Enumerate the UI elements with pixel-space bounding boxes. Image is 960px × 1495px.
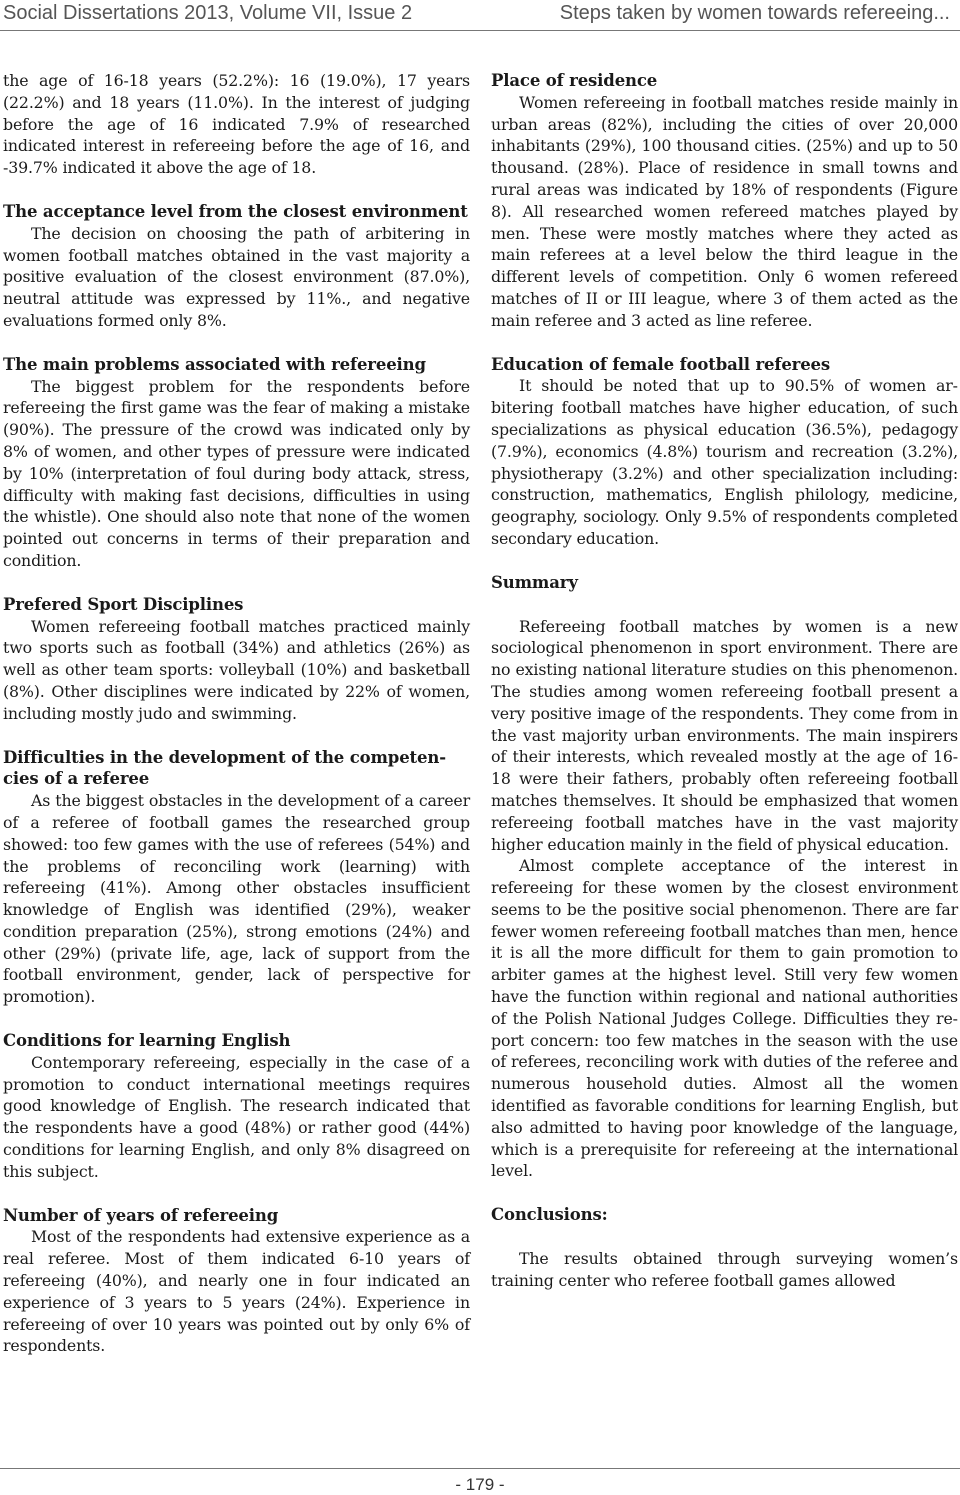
section-paragraph: As the biggest obstacles in the development of a career of a referee of football games the researched group showed: too few games with the use of referees (54%) and the problems of reconciling work (learning) with refereeing (41%). Among other obstacles insufficient knowledge of English was identified (29%), weaker condition preparation (25%), strong emotions (24%) and other (29%) (private life, age, lack of support from the football environment, gender, lack of perspective for promotion). <box>3 791 470 1007</box>
running-footer <box>0 1468 960 1494</box>
section-heading-education: Education of female football referees <box>491 354 831 374</box>
journal-title: Social Dissertations 2013, Volume VII, Issue 2 <box>3 2 413 24</box>
section-heading-summary: Summary <box>491 572 578 592</box>
running-title: Steps taken by women towards refereeing... <box>559 2 950 24</box>
section-paragraph: The results obtained through surveying women’s training center who referee football games allowed <box>491 1249 958 1290</box>
section-heading-problems: The main problems associated with refereeing <box>3 354 426 374</box>
section-paragraph: The biggest problem for the respondents before refereeing the first game was the fear of making a mistake (90%). The pressure of the crowd was indicated only by 8% of women, and other types of pressure were indicated by 10% (interpretation of foul during body attack, stress, difficulty with making fast decisions, difficulties in using the whistle). One should also note that none of the women pointed out concerns in terms of their preparation and condition. <box>3 376 470 570</box>
section-heading-english: Conditions for learning English <box>3 1031 291 1051</box>
section-heading-residence: Place of residence <box>491 71 658 90</box>
section-heading-difficulties: Difficulties in the development of the competencies of a referee <box>3 747 447 789</box>
section-paragraph: It should be noted that up to 90.5% of women arbitering football matches have higher education, of such specializations as physical education (36.5%), pedagogy (7.9%), economics (4.8%) tourism and recreation (3.2%), physiotherapy (3.2%) and other specialization including: construction, mathematics, English philology, medicine, geography, sociology. Only 9.5% of respondents completed secondary education. <box>491 376 958 548</box>
section-paragraph: The decision on choosing the path of arbitering in women football matches obtained in the vast majority a positive evaluation of the closest environment (87.0%), neutral attitude was expressed by 11%., and negative evaluations formed only 8%. <box>3 223 470 330</box>
section-paragraph: Almost complete acceptance of the interest in refereeing for these women by the closest environment seems to be the positive social phenomenon. There are far fewer women refereeing football matches than men, hence it is all the more difficult for them to gain promotion to arbiter games at the highest level. Still very few women have the function within regional and national authorities of the Polish National Judges College. Difficulties they report concern: too few matches in the season with the use of referees, reconciling work with duties of the referee and numerous household duties. Almost all the women identified as favorable conditions for learning English, but also admitted to having poor knowledge of the language, which is a prerequisite for refereeing at the international level. <box>491 856 958 1181</box>
section-paragraph: Women refereeing in football matches reside mainly in urban areas (82%), including the cities of over 20,000 inhabitants (29%), 100 thousand cities. (25%) and up to 50 thousand. (28%). Place of residence in small towns and rural areas was indicated by 18% of respondents (Figure 8). All researched women refereed matches played by men. These were mostly matches where they acted as main referees at a level below the third league in the different levels of competition. Only 6 women refereed matches of II or III league, where 3 of them acted as the main referee and 3 acted as line referee. <box>491 92 958 330</box>
section-heading-conclusions: Conclusions: <box>491 1205 608 1225</box>
section-paragraph: Most of the respondents had extensive experience as a real referee. Most of them indicated 6-10 years of refereeing (40%), and nearly one in four indicated an experience of 3 years to 5 years (24%). Experience in refereeing of over 10 years was pointed out by only 6% of respondents. <box>3 1227 470 1356</box>
section-paragraph: Contemporary refereeing, especially in the case of a promotion to conduct international meetings requires good knowledge of English. The research indicated that the respondents have a good (48%) or rather good (44%) conditions for learning English, and only 8% disagreed on this subject. <box>3 1052 470 1181</box>
intro-paragraph: the age of 16-18 years (52.2%): 16 (19.0%), 17 years (22.2%) and 18 years (11.0%). In the interest of judging before the age of 16 indicated 7.9% of researched indicated interest in refereeing before the age of 16, and -39.7% indicated it above the age of 18. <box>3 71 470 178</box>
section-paragraph: Refereeing football matches by women is a new sociological phenomenon in sport environment. There are no existing national literature studies on this phenomenon. The studies among women refereeing football present a very positive image of the respondents. They come from in the vast majority urban environments. The main inspirers of their interests, which revealed mostly at the age of 16-18 were their fathers, probably often refereeing football matches themselves. It should be emphasized that women refereeing football matches have in the vast majority higher education mainly in the field of physical education. <box>491 616 958 854</box>
section-heading-sport-disciplines: Prefered Sport Disciplines <box>3 594 244 614</box>
right-column <box>491 70 958 1292</box>
section-paragraph: Women refereeing football matches practiced mainly two sports such as football (34%) and athletics (26%) as well as other team sports: volleyball (10%) and basketball (8%). Other disciplines were indicated by 22% of women, including mostly judo and swimming. <box>3 616 470 723</box>
section-heading-years: Number of years of refereeing <box>3 1205 279 1225</box>
page-number: - 179 - <box>455 1475 505 1494</box>
running-header <box>0 0 960 31</box>
left-column <box>3 70 470 1357</box>
section-heading-acceptance: The acceptance level from the closest environment <box>3 201 468 221</box>
